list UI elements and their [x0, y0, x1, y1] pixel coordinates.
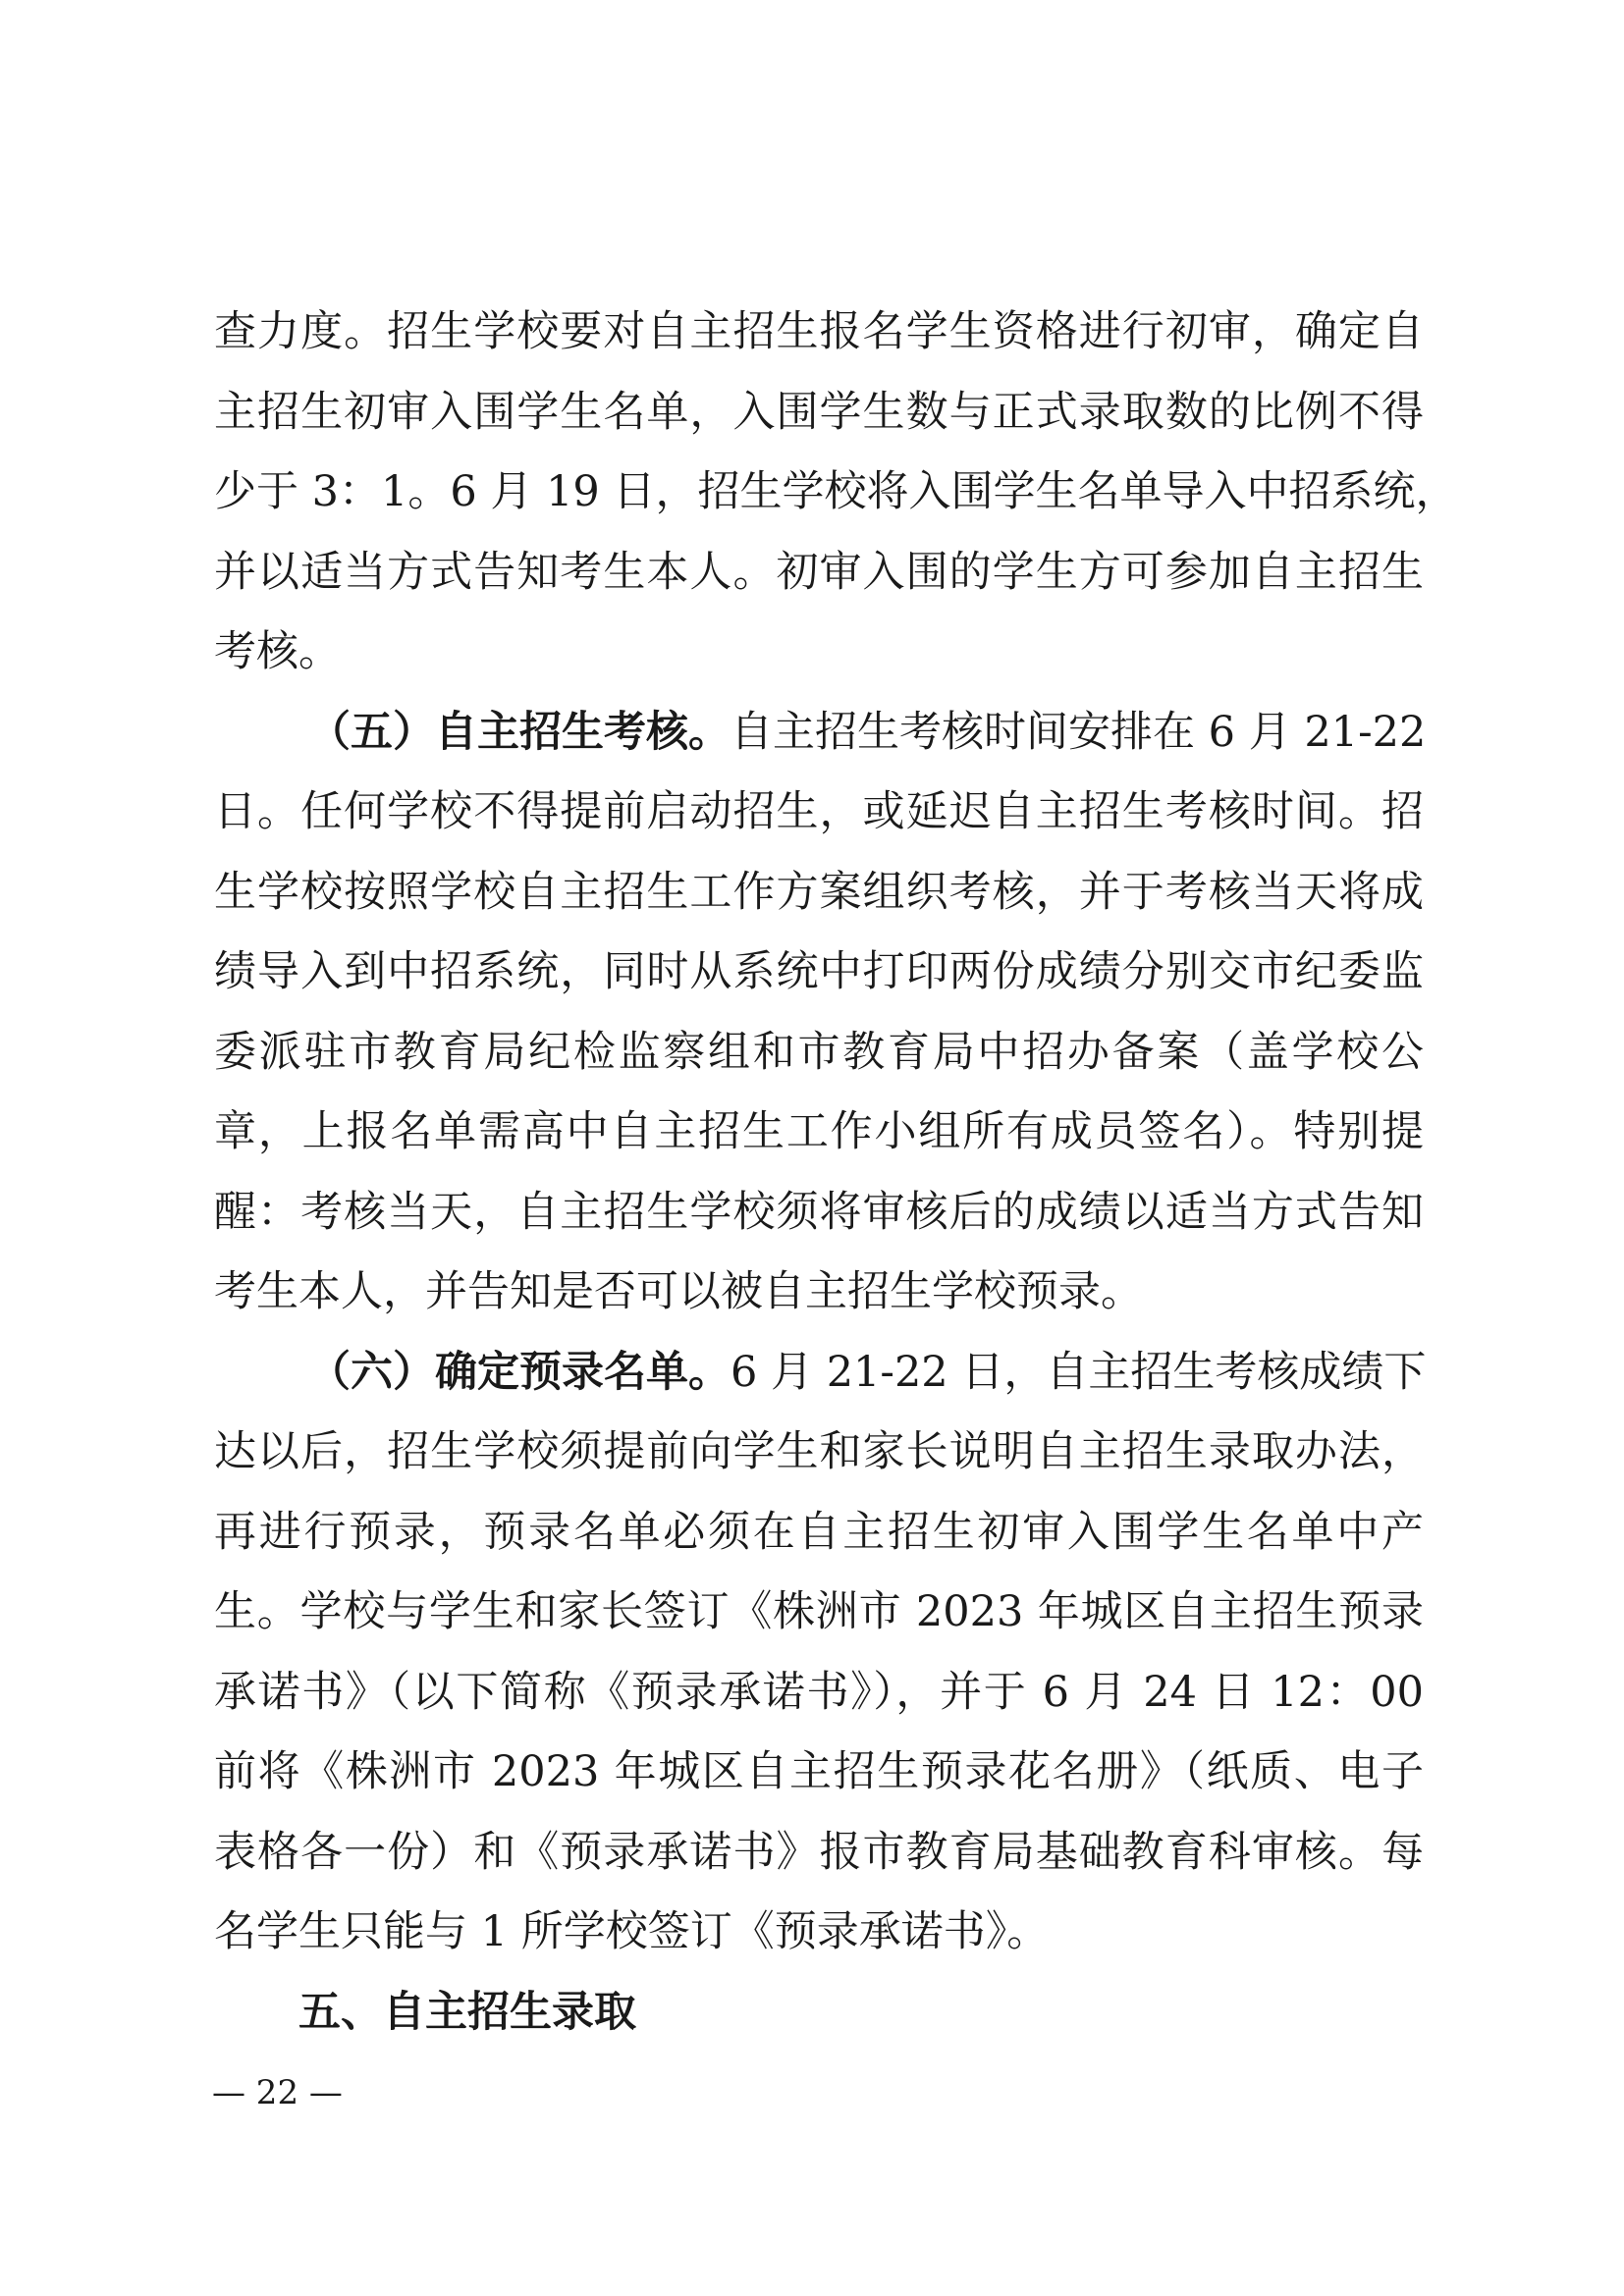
page-number: — 22 —: [212, 2073, 343, 2112]
paragraph-line: 再进行预录，预录名单必须在自主招生初审入围学生名单中产: [214, 1508, 1424, 1557]
paragraph-line: 考生本人，并告知是否可以被自主招生学校预录。: [214, 1267, 1143, 1316]
paragraph-line: 并以适当方式告知考生本人。初审入围的学生方可参加自主招生: [214, 548, 1424, 597]
section-6-first-line: [308, 1343, 1427, 1402]
paragraph-line: 达以后，招生学校须提前向学生和家长说明自主招生录取办法，: [214, 1427, 1424, 1476]
section-6-heading: （六）确定预录名单。: [308, 1348, 731, 1397]
paragraph-line: 主招生初审入围学生名单，入围学生数与正式录取数的比例不得: [214, 388, 1424, 437]
paragraph-line: 绩导入到中招系统，同时从系统中打印两份成绩分别交市纪委监: [214, 947, 1424, 996]
paragraph-line: 名学生只能与 1 所学校签订《预录承诺书》。: [214, 1907, 1050, 1956]
paragraph-line: 查力度。招生学校要对自主招生报名学生资格进行初审，确定自: [214, 307, 1424, 356]
paragraph-line: 章，上报名单需高中自主招生工作小组所有成员签名）。特别提: [214, 1107, 1424, 1156]
section-5-first-line-text: 自主招生考核时间安排在 6 月 21-22: [731, 708, 1427, 757]
section-5-heading: （五）自主招生考核。: [308, 708, 731, 757]
paragraph-line: 生。学校与学生和家长签订《株洲市 2023 年城区自主招生预录: [214, 1587, 1424, 1636]
paragraph-line: 委派驻市教育局纪检监察组和市教育局中招办备案（盖学校公: [214, 1028, 1424, 1077]
paragraph-line: 生学校按照学校自主招生工作方案组织考核，并于考核当天将成: [214, 868, 1424, 917]
chapter-heading: 五、自主招生录取: [298, 1988, 636, 2037]
section-5-first-line: [308, 703, 1427, 762]
paragraph-line: 少于 3：1。6 月 19 日，招生学校将入围学生名单导入中招系统，: [214, 467, 1458, 516]
section-6-first-line-text: 6 月 21-22 日，自主招生考核成绩下: [731, 1348, 1427, 1397]
paragraph-line: 承诺书》（以下简称《预录承诺书》），并于 6 月 24 日 12：00: [214, 1668, 1424, 1717]
paragraph-line: 日。任何学校不得提前启动招生，或延迟自主招生考核时间。招: [214, 787, 1424, 836]
paragraph-line: 考核。: [214, 627, 341, 676]
paragraph-line: 醒：考核当天，自主招生学校须将审核后的成绩以适当方式告知: [214, 1188, 1424, 1237]
paragraph-line: 表格各一份）和《预录承诺书》报市教育局基础教育科审核。每: [214, 1828, 1424, 1877]
paragraph-line: 前将《株洲市 2023 年城区自主招生预录花名册》（纸质、电子: [214, 1747, 1424, 1796]
